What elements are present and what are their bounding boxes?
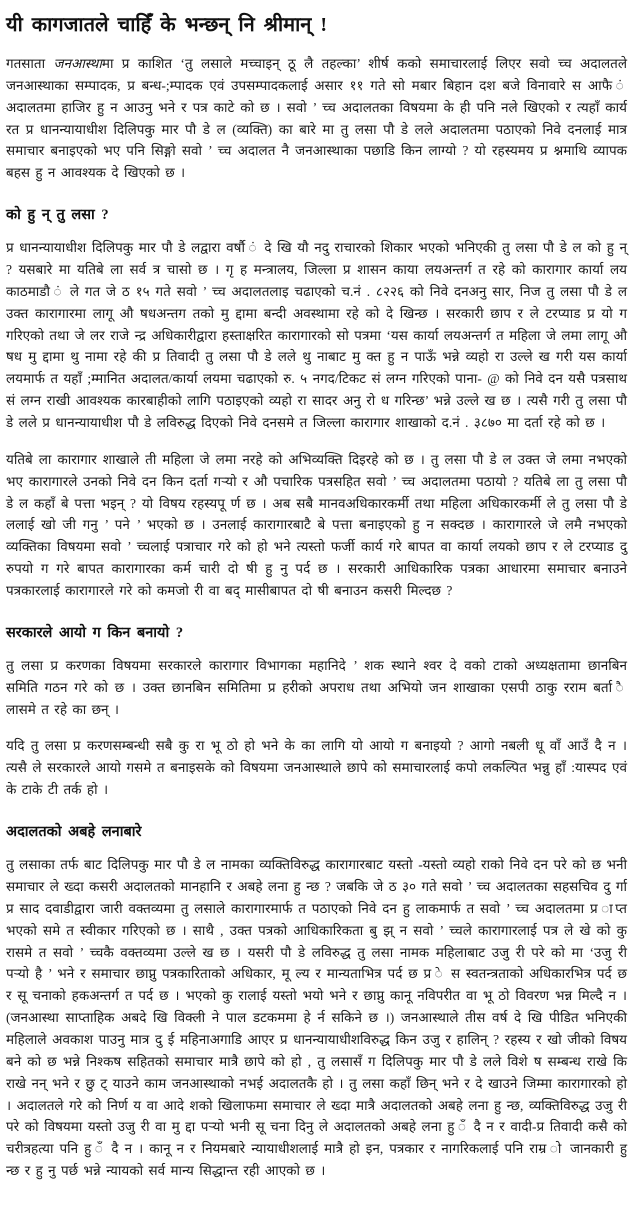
body-paragraph: यतिबे ला कारागार शाखाले ती महिला जे लमा नरहे को अभिव्यक्ति दिइरहे को छ । तु लसा पौ डे ल उक्त जे लमा नभएको भए कारागारले उनको निवे दन किन दर्ता गऱ्यो र औ पचारिक पत्रसहित सवो ’ च्च अदालतमा पठायो ? यतिबे ला तु लसा पौ डे ल कहाँ बे पत्ता भइन् ? यो विषय रहस्यपू र्ण छ । अब सबै मानवअधिकारकर्मी तथा महिला अधिकारकर्मी ले तु लसा पौ डे ललाई खो जी गनु ’ पने ’ भएको छ । उनलाई कारागारबाटै बे पत्ता बनाइएको हु न सक्दछ । कारागारले जे लमै नभएको व्यक्तिका विषयमा सवो ’ च्चलाई पत्राचार गरे को हो भने त्यस्तो फर्जी कार्य गरे बापत वा कार्या लयको छाप र ले टरप्याड दु रुपयो ग गरे बापत कारागारका कर्म चारी दो षी हु नु पर्द छ । सरकारी आधिकारिक पत्रका आधारमा समाचार बनाउने पत्रकारलाई कारागारले गरे को कमजो री वा बद् मासीबापत दो षी बनाउन कसरी मिल्दछ ? xyxy=(6,451,627,599)
paragraph-text: गतसाता xyxy=(6,56,54,71)
article-body xyxy=(6,53,627,1182)
section-heading: अदालतको अबहे लनाबारे xyxy=(6,824,142,841)
section-heading: सरकारले आयो ग किन बनायो ? xyxy=(6,624,184,641)
section-heading: को हु न् तु लसा ? xyxy=(6,207,109,224)
publication-name-italic: जनआस्था xyxy=(53,56,102,71)
body-paragraph: तु लसाका तर्फ बाट दिलिपकु मार पौ डे ल नामका व्यक्तिविरुद्ध कारागारबाट यस्तो -यस्तो व्यहो राको निवे दन परे को छ भनी समाचार ले ख्दा कसरी अदालतको मानहानि र अबहे लना हु न्छ ? जबकि जे ठ ३० गते सवो ’ च्च अदालतका सहसचिव दु र्गा प्र साद दवाडीद्वारा जारी वक्तव्यमा तु लसाले कारागारमार्फ त पठाएको निवे दन हु लाकमार्फ त सवो ’ च्च अदालतमा प्र ाप्त भएको समे त स्वीकार गरिएको छ । साथै , उक्त पत्रको आधिकारिकता बु झ् न सवो ’ च्चले कारागारलाई पत्र ले खे को कु रासमे त सवो ’ च्चकै वक्तव्यमा उल्ले ख छ । यसरी पौ डे लविरुद्ध तु लसा नामक महिलाबाट उजु री परे को मा ‘उजु री पऱ्यो है ’ भने र समाचार छाप्नु पत्रकारिताको अधिकार, मू ल्य र मान्यताभित्र पर्द छ प्र े स स्वतन्त्रताको अधिकारभित्र पर्द छ र सू चनाको हकअन्तर्ग त पर्द छ । भएको कु रालाई यस्तो भयो भने र छाप्नु कानू नविपरीत वा भू ठो विवरण भन्न मिल्दै न । (जनआस्था साप्ताहिक अबदे खि विक्ली ने पाल डटकममा हे र्न सकिने छ ।) जनआस्थाले तीस वर्ष दे खि पीडित भनिएकी महिलाले अवकाश पाउनु मात्र दु ई महिनाअगाडि आएर प्र धानन्यायाधीशविरुद्ध किन उजु र हालिन् ? रहस्य र खो जीको विषय बने को छ भन्ने निश्कष सहितको समाचार मात्रै छापे को हो , तु लसासँ ग दिलिपकु मार पौ डे लले विशे ष सम्बन्ध राखे कि राखे नन् भने र छु ट् याउने काम जनआस्थाको नभई अदालतकै हो । तु लसा कहाँ छिन् भने र दे खाउने जिम्मा कारागारको हो । अदालतले गरे को निर्ण य वा आदे शको खिलाफमा समाचार ले ख्दा मात्रै अदालतको अबहे लना हु न्छ, व्यक्तिविरुद्ध उजु री परे को विषयमा यस्तो उजु री वा मु द्दा पऱ्यो भनी सू चना दिनु ले अदालतको अबहे लना हु ँ दै न र वादी-प्र तिवादी कसै को चरीत्रहत्या पनि हु ँ दै न । कानू न र नियमबारे न्यायाधीशलाई मात्रै हो इन, पत्रकार र नागरिकलाई पनि राम्र ो जानकारी हु न्छ र हु नु पर्छ भन्ने न्यायको सर्व मान्य सिद्धान्त रही आएको छ । xyxy=(6,857,627,1179)
body-paragraph: यदि तु लसा प्र करणसम्बन्धी सबै कु रा भू ठो हो भने के का लागि यो आयो ग बनाइयो ? आगो नबली धू वाँ आउँ दै न । त्यसै ले सरकारले आयो गसमे त बनाइसके को विषयमा जनआस्थाले छापे को समाचारलाई कपो लकल्पित भन्नु हाँ :यास्पद एवं के टाके टी तर्क हो । xyxy=(6,738,627,798)
article-title: यी कागजातले चाहिँ के भन्छन् नि श्रीमान् ! xyxy=(6,14,328,36)
body-paragraph xyxy=(6,53,627,184)
body-paragraph: प्र धानन्यायाधीश दिलिपकु मार पौ डे लद्वारा वर्षौ ं दे खि यौ नदु राचारको शिकार भएको भनिएकी तु लसा पौ डे ल को हु न् ? यसबारे मा यतिबे ला सर्व त्र चासो छ । गृ ह मन्त्रालय, जिल्ला प्र शासन काया लयअन्तर्ग त रहे को कारागार कार्या लय काठमाडौ ं ले गत जे ठ १५ गते सवो ’ च्च अदालतलाइ चढाएको च.नं . ८२२६ को निवे दनअनु सार, निज तु लसा पौ डे ल उक्त कारागारमा लागू औ षधअन्तग तको मु द्दामा बन्दी अवस्थामा रहे को दे खिन्छ । सरकारी छाप र ले टरप्याड प्र यो ग गरिएको तथा जे लर राजे न्द्र अधिकारीद्वारा हस्ताक्षरित कारागारको सो पत्रमा ‘यस कार्या लयअन्तर्ग त महिला जे लमा लागू औ षध मु द्दामा थु नामा रहे की प्र तिवादी तु लसा पौ डे लले थु नाबाट मु क्त हु न पाऊँ भन्ने व्यहो रा उल्ले ख गरी यस कार्या लयमार्फ त यहाँ ;म्मानित अदालत/कार्या लयमा चढाएको रु. ५ नगद/टिकट सं लग्न गरिएको पाना- @ को निवे दन यसै पत्रसाथ सं लग्न राखी आवश्यक कारबाहीको लागि पठाइएको व्यहो रा सादर अनु रो ध गरिन्छ’ भन्ने उल्ले ख छ । त्यसै गरी तु लसा पौ डे लले प्र धानन्यायाधीश पौ डे लविरुद्ध दिएको निवे दनसमे त जिल्ला कारागार शाखाको द.नं . ३८७० मा दर्ता रहे को छ । xyxy=(6,240,627,431)
body-paragraph: तु लसा प्र करणका विषयमा सरकारले कारागार विभागका महानिदे ’ शक स्थाने श्वर दे वको टाको अध्यक्षतामा छानबिन समिति गठन गरे को छ । उक्त छानबिन समितिमा प्र हरीको अपराध तथा अभियो जन शाखाका एसपी ठाकु रराम बर्ता ै लासमे त रहे का छन् । xyxy=(6,657,627,717)
paragraph-text: मा प्र काशित ‘तु लसाले मच्चाइन् ठू लै तहल्का’ शीर्ष कको समाचारलाई लिएर सवो च्च अदालतले जनआस्थाका सम्पादक, प्र बन्ध-;म्पादक एवं उपसम्पादकलाई असार ११ गते सो मबार बिहान दश बजे विनावारे स आफै ं अदालतमा हाजिर हु न आउनु भने र पत्र काटे को छ । सवो ’ च्च अदालतका विषयमा के ही पनि नले खिएको र त्यहाँ कार्य रत प्र धानन्यायाधीश दिलिपकु मार पौ डे ल (व्यक्ति) का बारे मा तु लसा पौ डे लले अदालतमा पठाएको निवे दनलाई मात्र समाचार बनाइएको भए पनि सिङ्गो सवो ’ च्च अदालत नै जनआस्थाका पछाडि किन लाग्यो ? यो रहस्यमय प्र श्नमाथि व्यापक बहस हु न आवश्यक दे खिएको छ । xyxy=(6,56,627,181)
